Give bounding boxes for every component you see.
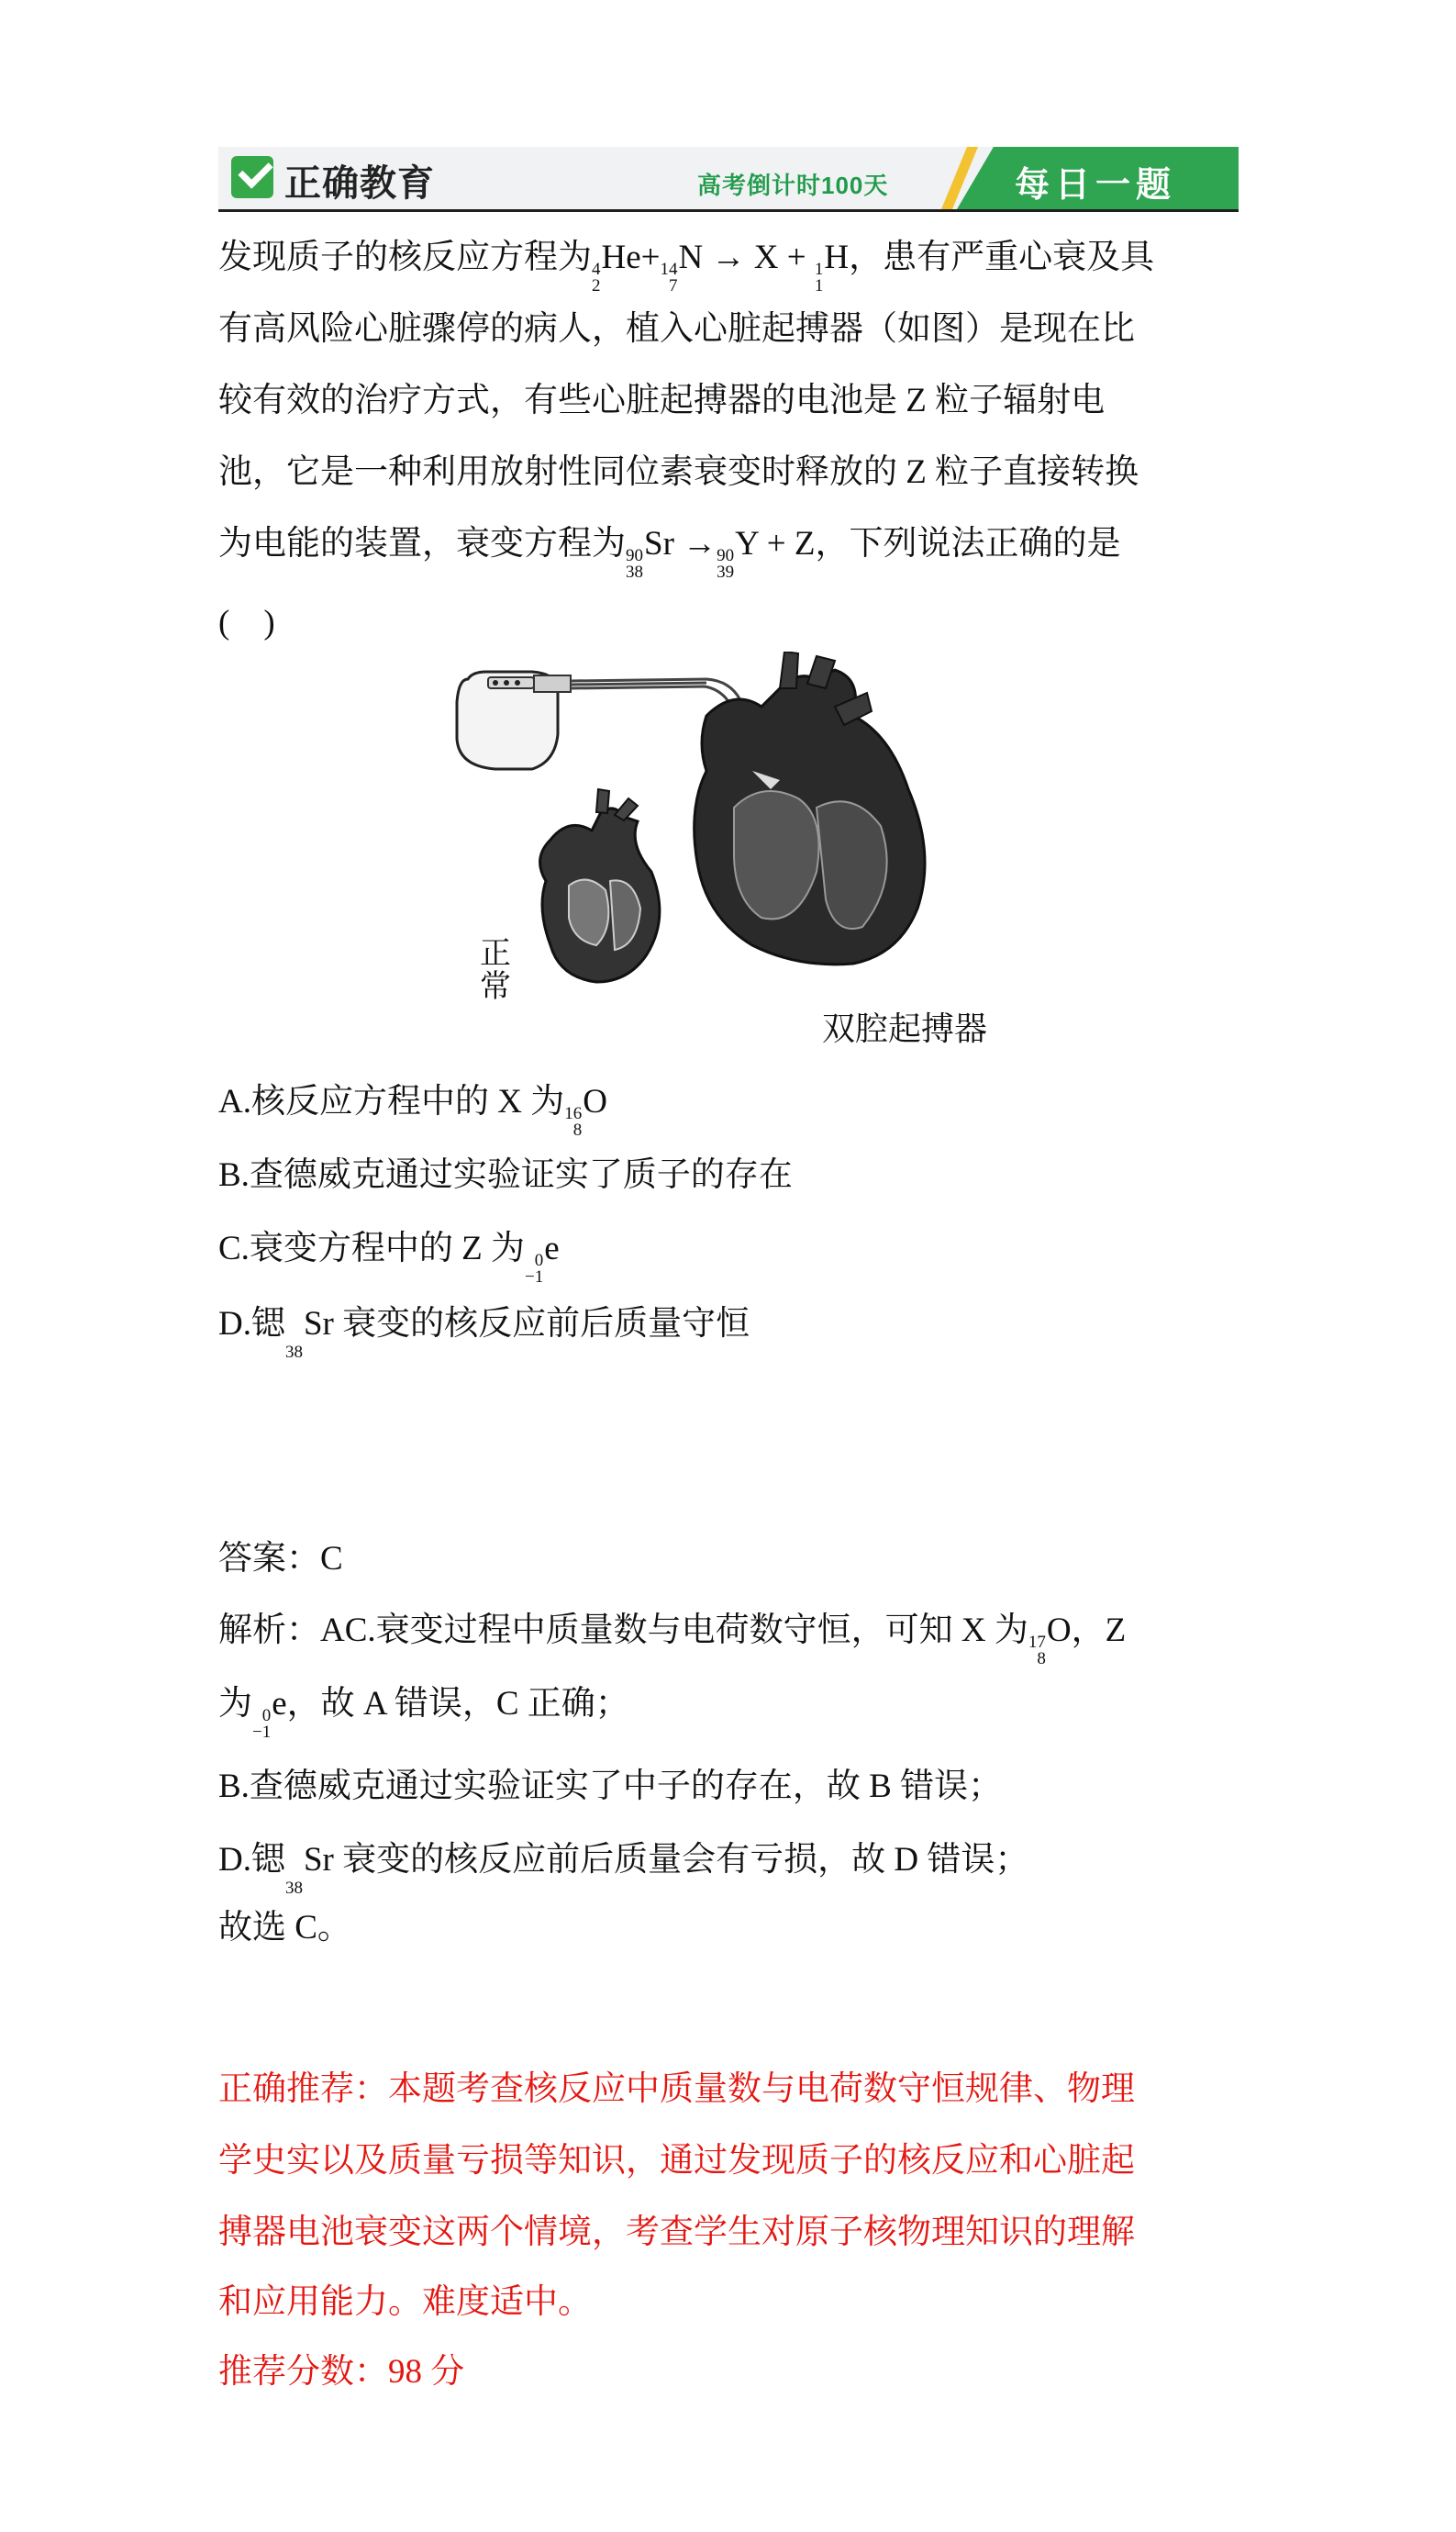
option-a-text: A.核反应方程中的 X 为 [218, 1083, 565, 1121]
analysis-text: ，故 A 错误，C 正确； [286, 1685, 629, 1723]
check-logo-icon [231, 156, 273, 198]
recommend-line-3: 搏器电池衰变这两个情境，考查学生对原子核物理知识的理解 [218, 2214, 1135, 2251]
brand-name: 正确教育 [284, 163, 435, 204]
label-dual-chamber: 双腔起搏器 [822, 1009, 988, 1047]
recommend-score: 推荐分数：98 分 [218, 2353, 465, 2391]
answer-blank: ( ) [218, 604, 275, 641]
option-c: C.衰变方程中的 Z 为 0 −1 e [218, 1230, 560, 1287]
pacemaker-figure [431, 652, 1018, 1046]
question-line-5: 为电能的装置，衰变方程为 90 38 Sr → 90 39 Y + Z，下列说法正确的是 [218, 525, 1121, 582]
analysis-line-5: 故选 C。 [218, 1909, 351, 1946]
option-a: A.核反应方程中的 X 为 16 8 O [218, 1083, 607, 1140]
heart-large [695, 652, 925, 965]
option-d-text: 衰变的核反应前后质量守恒 [342, 1305, 750, 1343]
answer-label: 答案：C [218, 1540, 343, 1578]
header-banner [218, 147, 1239, 212]
analysis-line-2: 为 0 −1 e，故 A 错误，C 正确； [218, 1685, 629, 1742]
option-d-text: D.锶 [218, 1305, 285, 1343]
analysis-line-4: D.锶 38 Sr 衰变的核反应前后质量会有亏损，故 D 错误； [218, 1841, 1029, 1898]
analysis-line-3: B.查德威克通过实验证实了中子的存在，故 B 错误； [218, 1768, 1003, 1805]
analysis-text: 为 [218, 1685, 252, 1723]
question-text: 发现质子的核反应方程为 [218, 239, 592, 276]
analysis-text: D.锶 [218, 1841, 285, 1879]
analysis-text: ，Z [1071, 1612, 1127, 1649]
heart-normal [540, 789, 660, 982]
recommend-line-2: 学史实以及质量亏损等知识，通过发现质子的核反应和心脏起 [218, 2142, 1135, 2180]
pacemaker-device [457, 672, 571, 769]
countdown-text: 高考倒计时100天 [697, 172, 889, 199]
question-text: 为电能的装置，衰变方程为 [218, 525, 626, 563]
question-line-1: 发现质子的核反应方程为 4 2 He+ 14 7 N → X + 1 1 H，患有严重心衰及具 [218, 239, 1155, 296]
question-line-2: 有高风险心脏骤停的病人，植入心脏起搏器（如图）是现在比 [218, 310, 1135, 348]
question-line-3: 较有效的治疗方式，有些心脏起搏器的电池是 Z 粒子辐射电 [218, 382, 1106, 419]
question-text: ，患有严重心衰及具 [849, 239, 1155, 276]
option-c-text: C.衰变方程中的 Z 为 [218, 1230, 526, 1267]
recommend-line-4: 和应用能力。难度适中。 [218, 2283, 592, 2321]
label-normal: 正常 [480, 936, 511, 1004]
option-d: D.锶 38 Sr 衰变的核反应前后质量守恒 [218, 1305, 750, 1362]
daily-question-label: 每日一题 [1015, 166, 1177, 205]
analysis-line-1: 解析：AC.衰变过程中质量数与电荷数守恒，可知 X 为 17 8 O，Z [218, 1612, 1127, 1668]
question-text: ，下列说法正确的是 [815, 525, 1121, 563]
analysis-text: 衰变的核反应前后质量会有亏损，故 D 错误； [342, 1841, 1029, 1879]
analysis-text: 解析：AC.衰变过程中质量数与电荷数守恒，可知 X 为 [218, 1612, 1028, 1649]
recommend-line-1: 正确推荐：本题考查核反应中质量数与电荷数守恒规律、物理 [218, 2070, 1135, 2108]
question-line-4: 池，它是一种利用放射性同位素衰变时释放的 Z 粒子直接转换 [218, 453, 1139, 491]
option-b: B.查德威克通过实验证实了质子的存在 [218, 1156, 793, 1194]
